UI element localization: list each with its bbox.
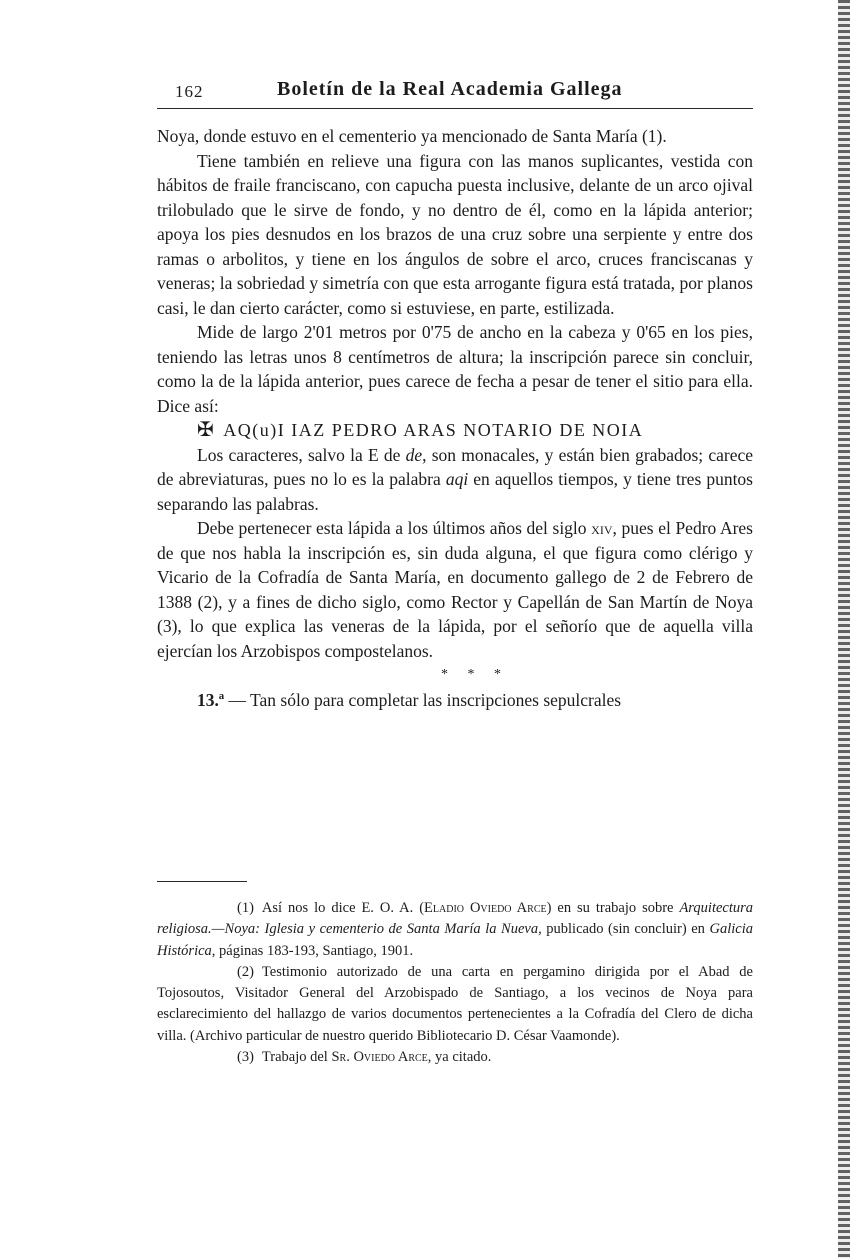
footnote-1 bbox=[157, 898, 753, 962]
paragraph-4-text-b: , son monacales, y están bien grabados; carece de abreviaturas, pues no lo es la palabra bbox=[157, 444, 753, 489]
century-numeral: xiv bbox=[591, 518, 613, 538]
footnotes bbox=[157, 898, 753, 1068]
footnote-2 bbox=[157, 962, 753, 1047]
word-aqi: aqi bbox=[445, 469, 469, 489]
footnote-1-text-c: publicado (sin concluir) en bbox=[541, 921, 710, 938]
footnote-divider bbox=[157, 881, 247, 882]
journal-title: Boletín de la Real Academia Gallega bbox=[277, 78, 623, 100]
word-de: de bbox=[405, 444, 423, 465]
paragraph-1: Noya, donde estuvo en el cementerio ya mencionado de Santa María (1). bbox=[157, 126, 667, 146]
page-header bbox=[157, 74, 753, 109]
footnote-3 bbox=[157, 1047, 753, 1068]
inscription-line bbox=[157, 418, 753, 443]
footnote-1-text-d: páginas 183-193, Santiago, 1901. bbox=[215, 942, 414, 959]
paragraph-5-text-a: Debe pertenecer esta lápida a los últimos años del siglo bbox=[197, 518, 592, 538]
scan-edge-strip bbox=[838, 0, 850, 1258]
footnote-3-author: Sr. Oviedo Arce bbox=[331, 1049, 428, 1066]
footnote-1-author: Eladio Oviedo Arce bbox=[424, 900, 547, 916]
footnote-1-text-a: Así nos lo dice E. O. A. ( bbox=[261, 900, 425, 916]
paragraph-2: Tiene también en relieve una figura con las manos suplicantes, vestida con hábitos de fraile franciscano, con capucha puesta inclusive, delante de un arco ojival trilobulado que le sirve de fondo, y no dentro de él, como en la lápida anterior; apoya los pies desnudos en los brazos de una cruz sobre una serpiente y entre dos ramas o arbolitos, y tiene en los ángulos de sobre el arco, cruces franciscanas y veneras; la sobriedad y simetría con que esta arrogante figura está tratada, por planos casi, le dan cierto carácter, como si estuviese, en parte, estilizada. bbox=[157, 150, 753, 318]
footnote-1-title: Arquitectura religiosa.—Noya: Iglesia y cementerio de Santa María la Nueva, bbox=[157, 900, 754, 938]
paragraph-4-text-c: en aquellos tiempos, y tiene tres puntos separando las palabras. bbox=[157, 469, 753, 514]
section-text: — Tan sólo para completar las inscripciones sepulcrales bbox=[224, 689, 622, 710]
body-text bbox=[157, 124, 753, 712]
footnote-3-text-b: , ya citado. bbox=[427, 1049, 492, 1066]
footnote-2-number: (2) bbox=[237, 963, 254, 980]
inscription-text: AQ(u)I IAZ PEDRO ARAS NOTARIO DE NOIA bbox=[223, 420, 644, 440]
section-13-start bbox=[157, 688, 753, 713]
section-separator: * * * bbox=[441, 667, 509, 682]
paragraph-3: Mide de largo 2'01 metros por 0'75 de ancho en la cabeza y 0'65 en los pies, teniendo las letras unos 8 centímetros de altura; la inscripción parece sin concluir, como la de la lápida anterior, pues carece de fecha a pesar de tener el sitio para ella. Dice así: bbox=[157, 322, 753, 416]
page-number: 162 bbox=[175, 82, 204, 101]
footnote-3-number: (3) bbox=[237, 1049, 254, 1066]
cross-icon: ✠ bbox=[197, 419, 216, 441]
paragraph-5 bbox=[157, 516, 753, 663]
paragraph-4-text-a: Los caracteres, salvo la E de bbox=[197, 444, 406, 465]
paragraph-4 bbox=[157, 443, 753, 517]
footnote-3-text-a: Trabajo del bbox=[261, 1049, 332, 1066]
footnote-1-number: (1) bbox=[237, 900, 254, 916]
footnote-1-journal: Galicia Histórica, bbox=[157, 921, 753, 959]
paragraph-5-text-b: , pues el Pedro Ares de que nos habla la inscripción es, sin duda alguna, el que figura como clérigo y Vicario de la Cofradía de Santa María, en documento gallego de 2 de Febrero de 1388 (2), y a fines de dicho siglo, como Rector y Capellán de San Martín de Noya (3), lo que explica las veneras de la lápida, por el señorío que de aquella villa ejercían los Arzobispos compostelanos. bbox=[157, 518, 753, 661]
section-number: 13.ª bbox=[197, 689, 225, 710]
footnote-2-text: Testimonio autorizado de una carta en pergamino dirigida por el Abad de Tojosoutos, Visitador General del Arzobispado de Santiago, a los vecinos de Noya para esclarecimiento del hallazgo de varios documentos pertenecientes a la Cofradía del Clero de dicha villa. (Archivo particular de nuestro querido Bibliotecario D. César Vaamonde). bbox=[157, 963, 753, 1044]
footnote-1-text-b: ) en su trabajo sobre bbox=[546, 900, 680, 916]
